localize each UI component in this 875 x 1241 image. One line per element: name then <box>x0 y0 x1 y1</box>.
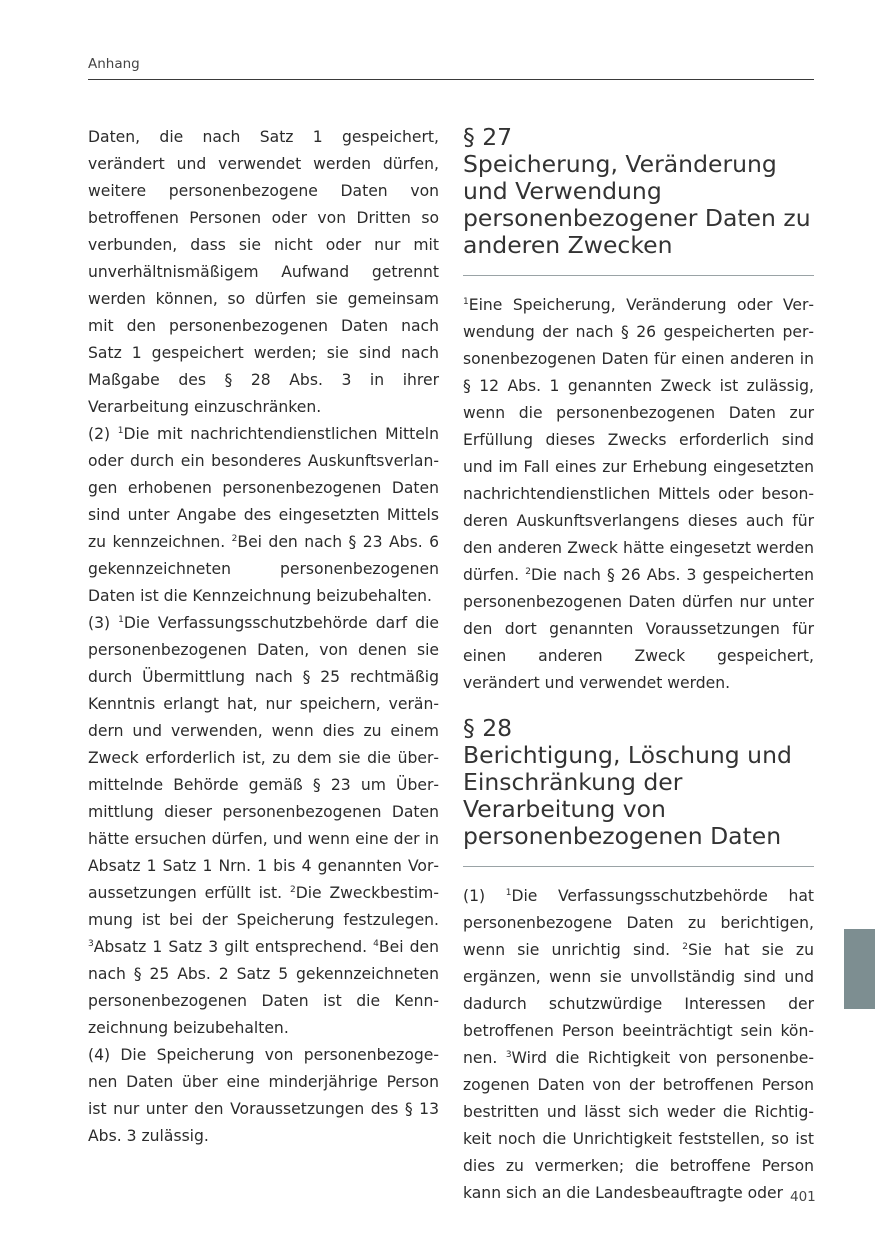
sentence-number: 4 <box>373 939 379 949</box>
section-number: § 27 <box>463 123 513 151</box>
header-rule <box>88 79 814 80</box>
sentence-number: 1 <box>118 615 124 625</box>
section-title: Speicherung, Veränderung und Verwendung personenbezogener Daten zu anderen Zwecken <box>463 150 811 259</box>
chapter-tab-marker <box>844 929 875 1009</box>
sentence: Die Verfassungsschutzbehörde darf die personenbezogenen Daten, von denen sie durch Übermittlung nach § 25 rechtmäßig Kenntnis erlangt hat, nur speichern, verändern und verwenden, wenn dies zu einem Zweck erforderlich ist, zu dem sie die übermittelnde Behörde gemäß § 23 um Übermittlung dieser personenbezogenen Daten hätte ersuchen dürfen, und wenn eine der in Absatz 1 Satz 1 Nrn. 1 bis 4 genannten Voraussetzungen erfüllt ist. <box>88 614 439 902</box>
paragraph-label: (1) <box>463 887 506 905</box>
left-column <box>88 124 439 1150</box>
sentence: Die mit nachrichtendienstlichen Mitteln oder durch ein besonderes Auskunftsverlangen erhobenen personenbezogenen Daten sind unter Angabe des eingesetzten Mittels zu kennzeichnen. <box>88 425 440 551</box>
paragraph-2 <box>88 421 439 610</box>
section-27-body <box>463 292 814 697</box>
paragraph-3 <box>88 610 439 1042</box>
paragraph-label: (2) <box>88 425 118 443</box>
sentence: Bei den nach § 23 Abs. 6 gekennzeichneten personenbezogenen Daten ist die Kennzeichnung beizubehalten. <box>88 533 440 605</box>
sentence: Wird die Richtigkeit von personenbezogenen Daten von der betroffenen Person bestritten und lässt sich weder die Richtigkeit noch die Unrichtigkeit feststellen, so ist dies zu vermerken; die betroffene Person kann sich an die Landesbeauftragte oder <box>463 1049 814 1202</box>
section-28-heading <box>463 715 814 850</box>
right-column <box>463 124 814 1207</box>
section-rule <box>463 866 814 867</box>
sentence: Die nach § 26 Abs. 3 gespeicherten personenbezogenen Daten dürfen nur unter den dort genannten Voraussetzungen für einen anderen Zweck gespeichert, verändert und verwendet werden. <box>463 566 814 692</box>
sentence: Bei den nach § 25 Abs. 2 Satz 5 gekennzeichneten personenbezogenen Daten ist die Kennzeichnung beizubehalten. <box>88 938 439 1037</box>
section-28-body <box>463 883 814 1207</box>
sentence-number: 3 <box>505 1050 512 1060</box>
sentence-number: 1 <box>463 297 469 307</box>
running-head: Anhang <box>88 56 140 72</box>
sentence-number: 2 <box>231 534 238 544</box>
sentence: Die Zweckbestimmung ist bei der Speicherung festzulegen. <box>88 884 439 929</box>
paragraph-label: (3) <box>88 614 119 632</box>
sentence-number: 3 <box>88 939 94 949</box>
sentence: Absatz 1 Satz 3 gilt entsprechend. <box>93 938 374 956</box>
page-number: 401 <box>790 1189 816 1205</box>
paragraph-4: (4) Die Speicherung von personenbezogenen Daten über eine minderjährige Person ist nur unter den Voraussetzungen des § 13 Abs. 3 zulässig. <box>88 1046 439 1145</box>
sentence-number: 1 <box>505 888 512 898</box>
sentence: Die Verfassungsschutzbehörde hat personenbezogene Daten zu berichtigen, wenn sie unrichtig sind. <box>463 887 814 959</box>
sentence: Sie hat sie zu ergänzen, wenn sie unvollständig sind und dadurch schutzwürdige Interessen der betroffenen Person beeinträchtigt sein können. <box>463 941 814 1067</box>
sentence-number: 2 <box>682 942 689 952</box>
paragraph-continuation: Daten, die nach Satz 1 gespeichert, verändert und verwendet werden dürfen, weitere personenbezogene Daten von betroffenen Personen oder von Dritten so verbunden, dass sie nicht oder nur mit unverhältnismäßigem Aufwand getrennt werden können, so dürfen sie gemeinsam mit den personenbezogenen Daten nach Satz 1 gespeichert werden; sie sind nach Maßgabe des § 28 Abs. 3 in ihrer Verarbeitung einzuschränken. <box>88 128 439 416</box>
section-rule <box>463 275 814 276</box>
section-title: Berichtigung, Löschung und Einschränkung der Verarbeitung von personenbezogenen Daten <box>463 741 792 850</box>
sentence-number: 2 <box>525 567 531 577</box>
section-gap <box>463 697 814 715</box>
sentence: Eine Speicherung, Veränderung oder Verwendung der nach § 26 gespeicherten personenbezogenen Daten für einen anderen in § 12 Abs. 1 genannten Zweck ist zulässig, wenn die personenbezogenen Daten zur Erfüllung dieses Zwecks erforderlich sind und im Fall eines zur Erhebung eingesetzten nachrichtendienstlichen Mittels oder besonderen Auskunftsverlangens dieses auch für den anderen Zweck hätte eingesetzt werden dürfen. <box>463 296 814 584</box>
section-27-heading <box>463 124 814 259</box>
sentence-number: 1 <box>117 426 124 436</box>
section-number: § 28 <box>463 714 513 742</box>
sentence-number: 2 <box>289 885 296 895</box>
